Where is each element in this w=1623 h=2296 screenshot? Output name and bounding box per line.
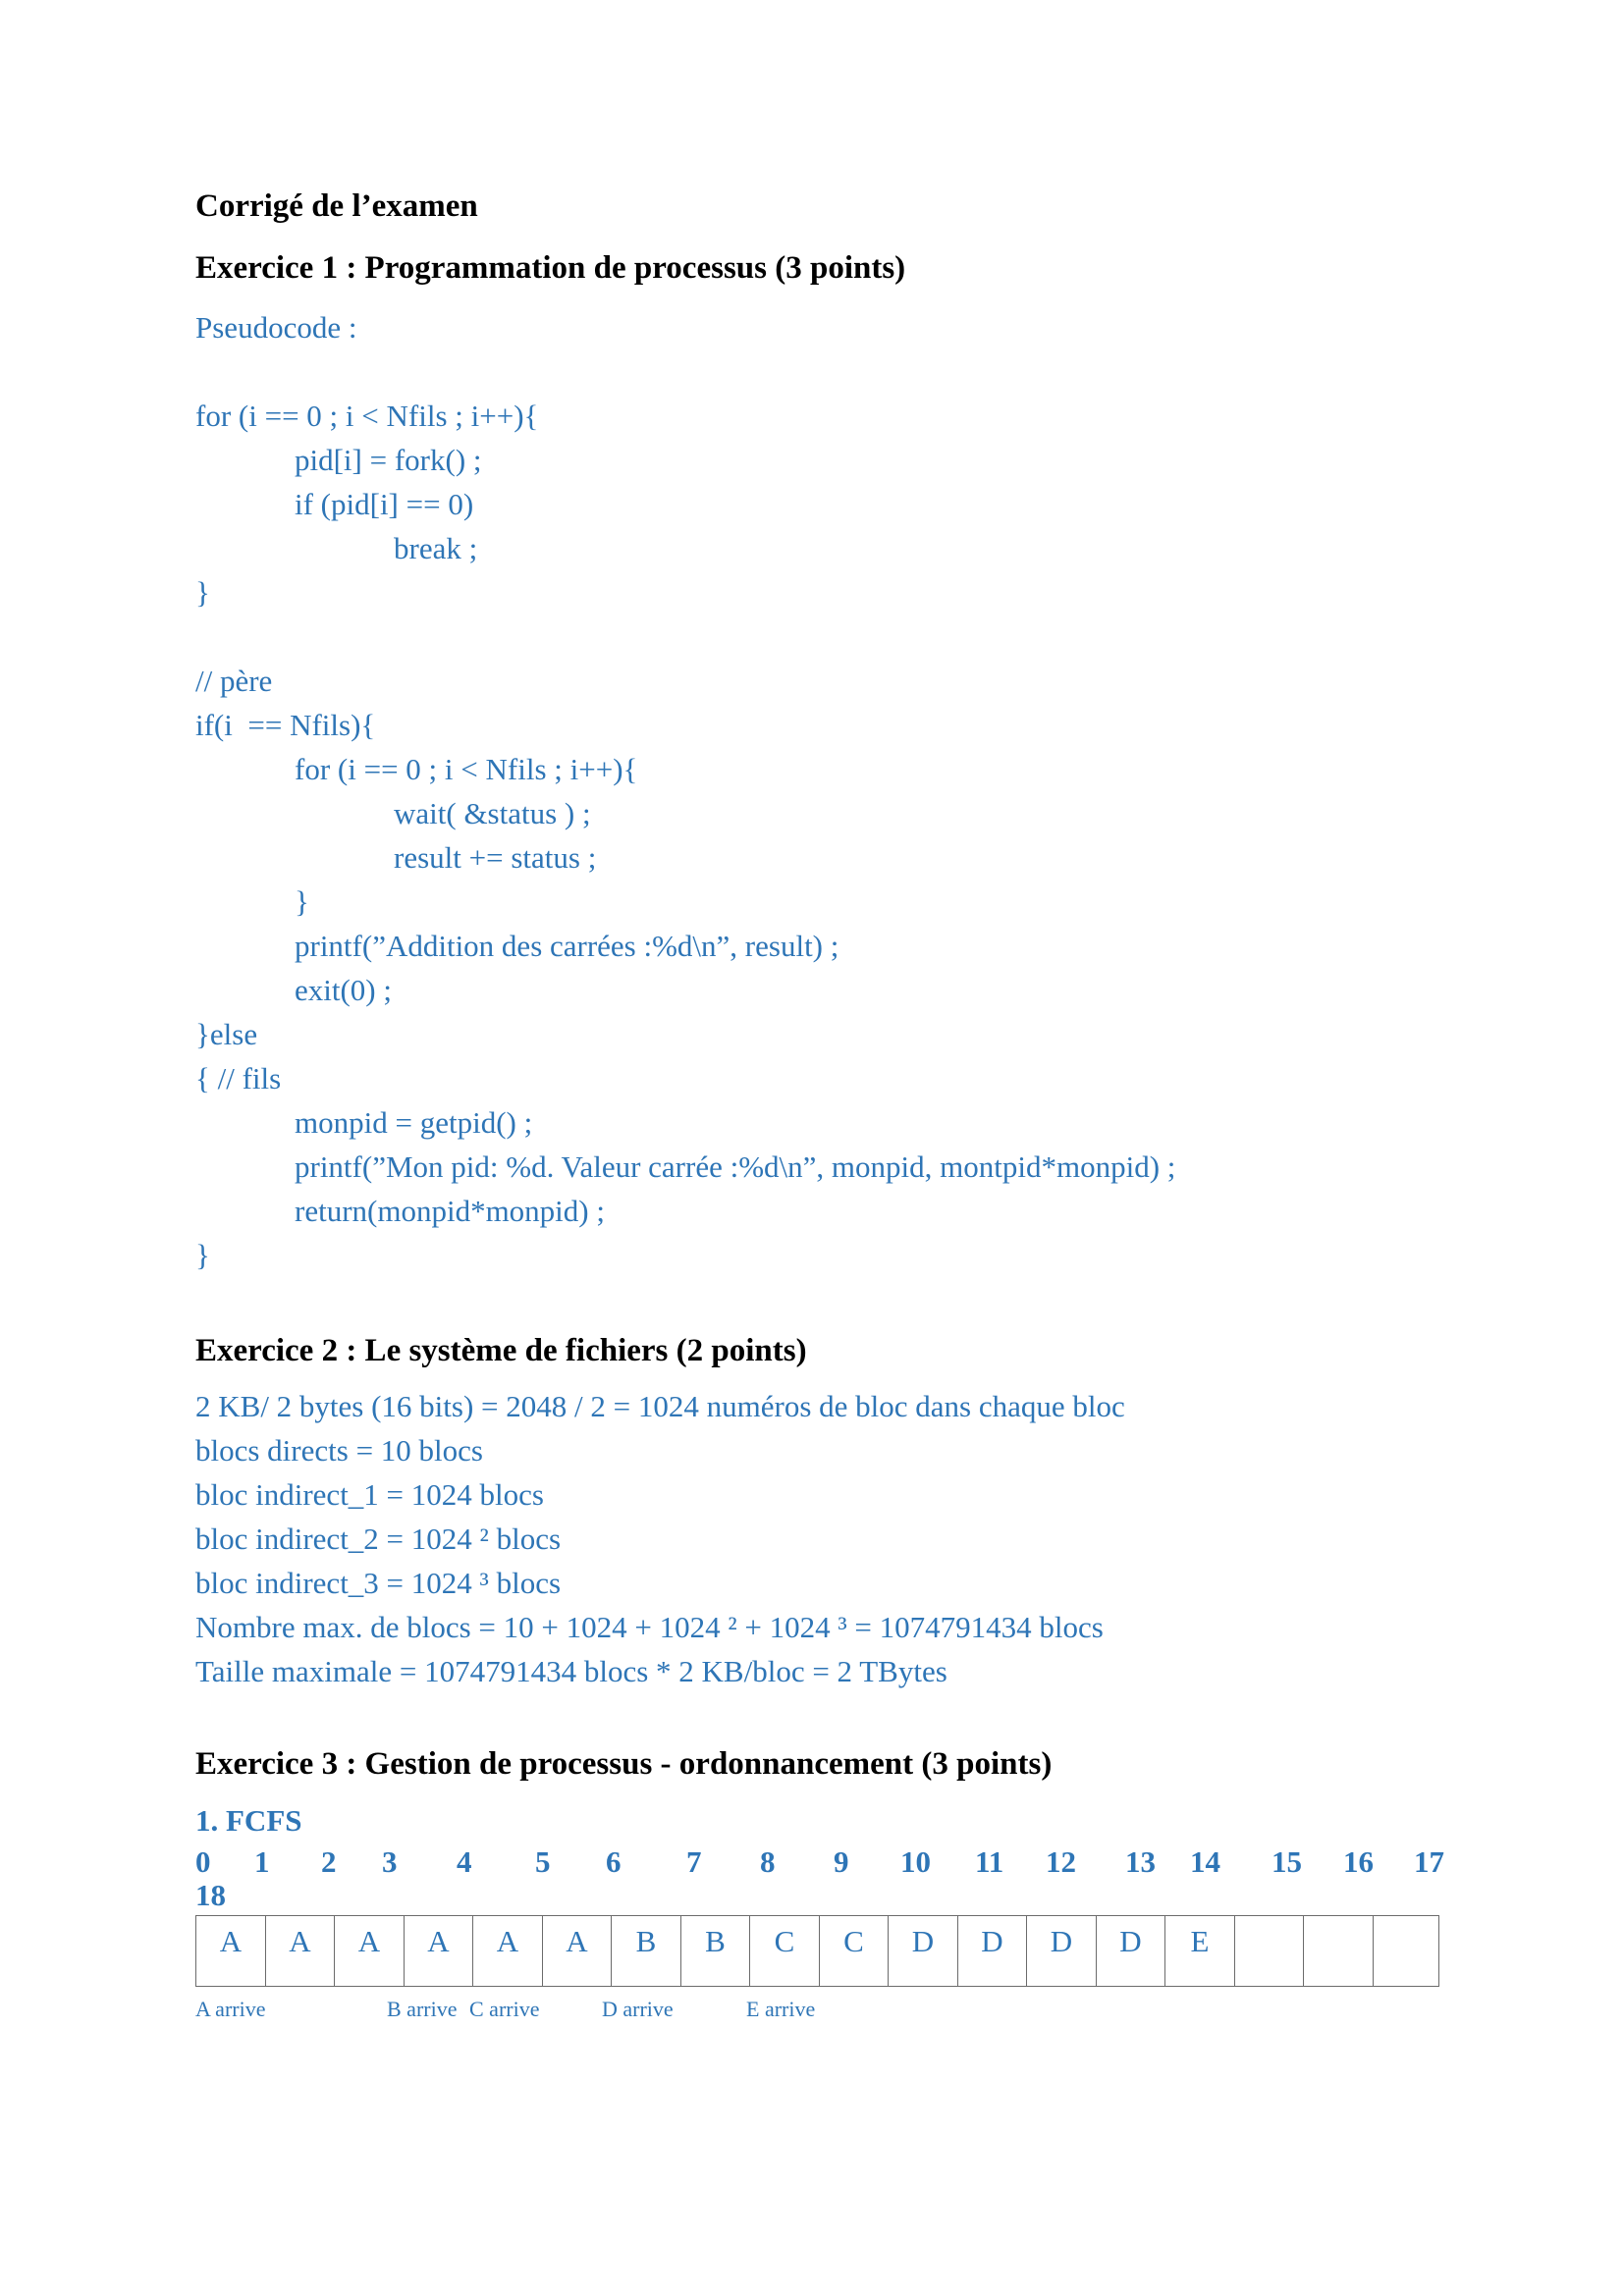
code-line: return(monpid*monpid) ; bbox=[295, 1194, 605, 1228]
code-line: exit(0) ; bbox=[295, 973, 392, 1007]
code-line bbox=[195, 349, 1472, 394]
time-tick: 7 bbox=[686, 1844, 702, 1879]
code-line: monpid = getpid() ; bbox=[295, 1105, 533, 1140]
code-line: for (i == 0 ; i < Nfils ; i++){ bbox=[195, 399, 539, 433]
gantt-cell: C bbox=[750, 1916, 820, 1987]
pseudocode-block bbox=[195, 349, 1472, 1277]
calculation-line: bloc indirect_2 = 1024 ² blocs bbox=[195, 1522, 562, 1556]
time-tick: 11 bbox=[975, 1844, 1004, 1879]
code-line: wait( &status ) ; bbox=[394, 796, 591, 830]
code-line: printf(”Addition des carrées :%d\n”, result) ; bbox=[295, 929, 839, 963]
code-line: printf(”Mon pid: %d. Valeur carrée :%d\n”, monpid, montpid*monpid) ; bbox=[295, 1149, 1176, 1184]
time-tick: 9 bbox=[834, 1844, 849, 1879]
time-axis-wrap bbox=[195, 1880, 1472, 1911]
gantt-row bbox=[196, 1916, 1439, 1987]
code-line: } bbox=[195, 1238, 210, 1272]
code-line: } bbox=[295, 884, 309, 919]
calculation-line: Nombre max. de blocs = 10 + 1024 + 1024 ² + 1024 ³ = 1074791434 blocs bbox=[195, 1610, 1104, 1644]
code-line: if(i == Nfils){ bbox=[195, 708, 376, 742]
gantt-cell: A bbox=[405, 1916, 473, 1987]
time-tick: 15 bbox=[1271, 1844, 1302, 1879]
gantt-cell: A bbox=[543, 1916, 612, 1987]
gantt-cell: D bbox=[958, 1916, 1027, 1987]
time-tick: 3 bbox=[382, 1844, 398, 1879]
time-tick: 14 bbox=[1190, 1844, 1220, 1879]
gantt-cell: D bbox=[1027, 1916, 1097, 1987]
time-tick: 0 bbox=[195, 1844, 211, 1879]
filesystem-calculation bbox=[195, 1384, 1472, 1693]
gantt-chart bbox=[195, 1915, 1439, 1987]
calculation-line: bloc indirect_3 = 1024 ³ blocs bbox=[195, 1566, 562, 1600]
calculation-line: Taille maximale = 1074791434 blocs * 2 KB/bloc = 2 TBytes bbox=[195, 1654, 947, 1688]
gantt-cell: A bbox=[196, 1916, 266, 1987]
code-line: break ; bbox=[394, 531, 478, 565]
code-line bbox=[195, 614, 1472, 659]
gantt-cell bbox=[1374, 1916, 1439, 1987]
arrival-label: C arrive bbox=[469, 1997, 540, 2021]
time-tick: 17 bbox=[1414, 1844, 1444, 1879]
time-axis bbox=[195, 1844, 1472, 1880]
pseudocode-label: Pseudocode : bbox=[195, 310, 357, 345]
gantt-cell: A bbox=[473, 1916, 543, 1987]
time-tick: 10 bbox=[900, 1844, 931, 1879]
time-tick: 13 bbox=[1125, 1844, 1156, 1879]
code-line: // père bbox=[195, 664, 273, 698]
time-tick: 6 bbox=[606, 1844, 622, 1879]
exercise-3-heading: Exercice 3 : Gestion de processus - ordonnancement (3 points) bbox=[195, 1746, 1053, 1782]
gantt-cell: A bbox=[266, 1916, 335, 1987]
time-tick: 4 bbox=[457, 1844, 472, 1879]
arrival-label: E arrive bbox=[746, 1997, 816, 2021]
code-line: for (i == 0 ; i < Nfils ; i++){ bbox=[295, 752, 638, 786]
gantt-cell: D bbox=[889, 1916, 958, 1987]
gantt-cell: C bbox=[820, 1916, 889, 1987]
code-line: result += status ; bbox=[394, 840, 597, 875]
code-line: pid[i] = fork() ; bbox=[295, 443, 482, 477]
arrival-labels bbox=[195, 1997, 1472, 2026]
time-tick: 1 bbox=[254, 1844, 270, 1879]
gantt-cell: B bbox=[681, 1916, 750, 1987]
arrival-label: B arrive bbox=[387, 1997, 458, 2021]
time-tick: 5 bbox=[535, 1844, 551, 1879]
arrival-label: D arrive bbox=[602, 1997, 674, 2021]
calculation-line: bloc indirect_1 = 1024 blocs bbox=[195, 1477, 544, 1512]
time-tick: 16 bbox=[1343, 1844, 1374, 1879]
gantt-cell: B bbox=[612, 1916, 681, 1987]
time-tick: 12 bbox=[1046, 1844, 1076, 1879]
calculation-line: blocs directs = 10 blocs bbox=[195, 1433, 483, 1468]
code-line: if (pid[i] == 0) bbox=[295, 487, 474, 521]
time-tick: 2 bbox=[321, 1844, 337, 1879]
calculation-line: 2 KB/ 2 bytes (16 bits) = 2048 / 2 = 1024 numéros de bloc dans chaque bloc bbox=[195, 1389, 1125, 1423]
time-tick: 8 bbox=[760, 1844, 776, 1879]
fcfs-subheading: 1. FCFS bbox=[195, 1803, 302, 1838]
document-title: Corrigé de l’examen bbox=[195, 188, 478, 224]
exercise-2-heading: Exercice 2 : Le système de fichiers (2 points) bbox=[195, 1333, 807, 1368]
code-line: }else bbox=[195, 1017, 258, 1051]
gantt-cell bbox=[1235, 1916, 1304, 1987]
exercise-1-heading: Exercice 1 : Programmation de processus (3 points) bbox=[195, 250, 906, 286]
code-line: { // fils bbox=[195, 1061, 282, 1095]
time-tick: 18 bbox=[195, 1878, 226, 1912]
gantt-cell: E bbox=[1165, 1916, 1235, 1987]
gantt-cell: D bbox=[1097, 1916, 1165, 1987]
gantt-cell: A bbox=[335, 1916, 405, 1987]
gantt-cell bbox=[1304, 1916, 1374, 1987]
code-line: } bbox=[195, 575, 210, 610]
arrival-label: A arrive bbox=[195, 1997, 266, 2021]
document-page bbox=[195, 187, 1472, 2026]
